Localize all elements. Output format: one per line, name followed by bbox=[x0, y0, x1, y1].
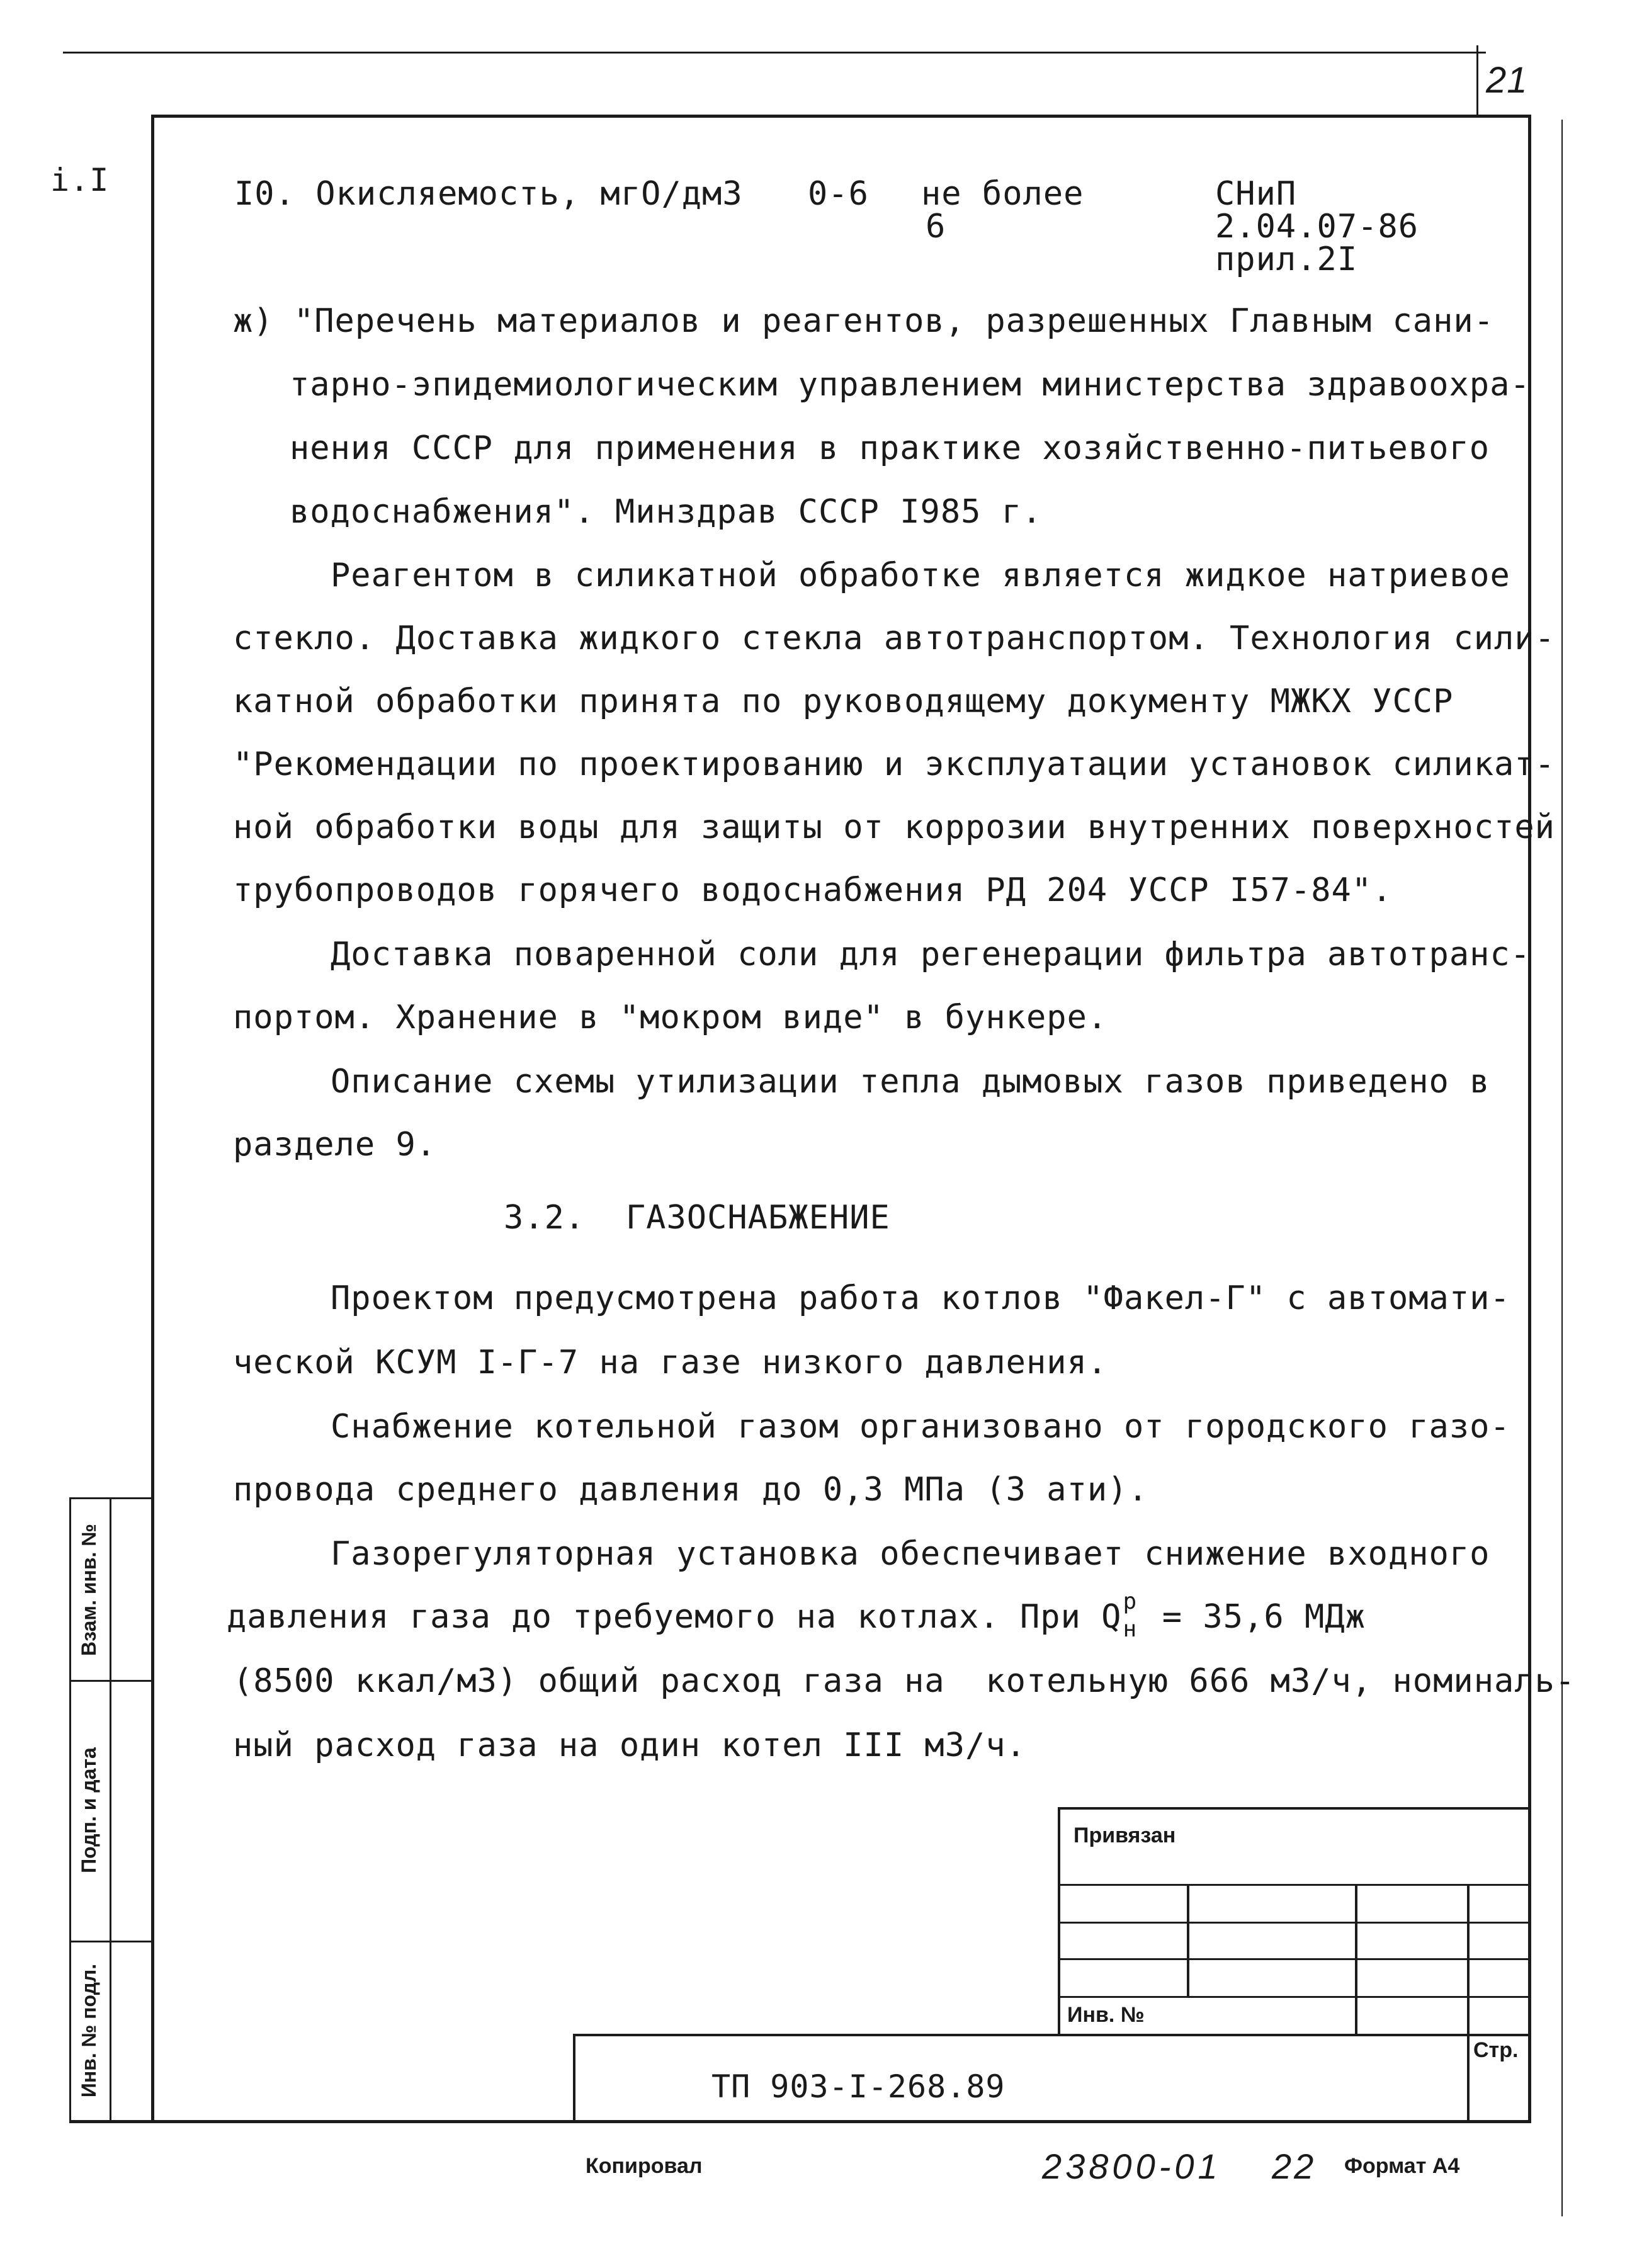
side-stamp-vzam-inv: Взам. инв. № bbox=[77, 1524, 100, 1656]
paragraph-reagent-line-4: "Рекомендации по проектированию и эксплуатации установок силикат- bbox=[233, 746, 1555, 783]
title-block-row-1 bbox=[1058, 1884, 1531, 1886]
sheet-number-box-left bbox=[1476, 45, 1478, 116]
paragraph-reagent-line-3: катной обработки принята по руководящему документу МЖКХ УССР bbox=[233, 683, 1454, 720]
paragraph-salt-line-2: портом. Хранение в "мокром виде" в бункере. bbox=[233, 999, 1108, 1036]
side-stamp-divider-vertical bbox=[110, 1497, 111, 2123]
paragraph-boilers-line-1: Проектом предусмотрена работа котлов "Факел-Г" с автомати- bbox=[331, 1279, 1510, 1317]
regulator-line-2-end: = 35,6 МДж bbox=[1141, 1598, 1366, 1636]
table-row-label: I0. Окисляемость, мгО/дм3 bbox=[234, 175, 743, 213]
title-block-format-label: Формат А4 bbox=[1344, 2154, 1460, 2178]
frame-top bbox=[151, 115, 1531, 118]
q-index-group bbox=[1122, 1589, 1142, 1642]
title-block-col-2 bbox=[1355, 1884, 1357, 2034]
doc-code-box-left bbox=[573, 2034, 575, 2123]
title-block-order-no: 23800-01 bbox=[1042, 2146, 1221, 2186]
paragraph-regulator-line-1: Газорегуляторная установка обеспечивает снижение входного bbox=[331, 1535, 1490, 1573]
table-row-limit-line2: 6 bbox=[926, 208, 946, 246]
title-block-top bbox=[1058, 1807, 1531, 1810]
title-block-page-label: Стр. bbox=[1473, 2038, 1519, 2062]
margin-mark: і.I bbox=[50, 162, 110, 198]
title-block-left bbox=[1058, 1807, 1060, 2034]
paragraph-reagent-line-5: ной обработки воды для защиты от коррозии внутренних поверхностей bbox=[233, 808, 1555, 846]
side-stamp-left bbox=[69, 1497, 71, 2123]
paragraph-boilers-line-2: ческой КСУМ I-Г-7 на газе низкого давления. bbox=[233, 1344, 1108, 1381]
doc-code-box-top bbox=[573, 2034, 1531, 2036]
title-block-col-1 bbox=[1187, 1884, 1189, 1996]
outer-right-edge bbox=[1561, 120, 1563, 2216]
footnote-line-1: ж) "Перечень материалов и реагентов, разрешенных Главным сани- bbox=[233, 302, 1495, 340]
paragraph-supply-line-2: провода среднего давления до 0,3 МПа (3 ати). bbox=[233, 1471, 1148, 1509]
paragraph-heat-line-2: разделе 9. bbox=[233, 1126, 437, 1164]
paragraph-regulator-line-2 bbox=[227, 1589, 1366, 1642]
q-superscript: р bbox=[1123, 1589, 1138, 1614]
title-block-doc-code: ТП 903-I-268.89 bbox=[711, 2068, 1005, 2105]
table-row-ref-line2: 2.04.07-86 bbox=[1215, 208, 1419, 246]
frame-bottom bbox=[151, 2120, 1531, 2123]
table-row-limit-line1: не более bbox=[921, 175, 1084, 213]
footnote-line-2: тарно-эпидемиологическим управлением министерства здравоохра- bbox=[290, 366, 1531, 404]
top-edge-line bbox=[63, 52, 1486, 54]
table-row-range: 0-6 bbox=[808, 175, 869, 213]
paragraph-supply-line-1: Снабжение котельной газом организовано от городского газо- bbox=[331, 1408, 1510, 1446]
q-subscript: н bbox=[1123, 1616, 1138, 1642]
paragraph-reagent-line-1: Реагентом в силикатной обработке является жидкое натриевое bbox=[331, 557, 1510, 594]
side-stamp-podp-data: Подп. и дата bbox=[77, 1747, 100, 1873]
table-row-ref-line3: прил.2I bbox=[1215, 241, 1358, 278]
sheet-number: 21 bbox=[1486, 60, 1528, 101]
paragraph-reagent-line-2: стекло. Доставка жидкого стекла автотранспортом. Технология сили- bbox=[233, 620, 1555, 657]
paragraph-reagent-line-6: трубопроводов горячего водоснабжения РД 204 УССР I57-84". bbox=[233, 871, 1393, 909]
title-block-privyazan: Привязан bbox=[1073, 1823, 1176, 1847]
footnote-line-3: нения СССР для применения в практике хозяйственно-питьевого bbox=[290, 429, 1490, 467]
section-heading: 3.2. ГАЗОСНАБЖЕНИЕ bbox=[504, 1199, 890, 1237]
title-block-row-2 bbox=[1058, 1922, 1531, 1924]
title-block-inv-no: Инв. № bbox=[1067, 2003, 1145, 2027]
title-block-order-page: 22 bbox=[1272, 2146, 1317, 2186]
paragraph-regulator-line-4: ный расход газа на один котел III м3/ч. bbox=[233, 1727, 1026, 1764]
paragraph-heat-line-1: Описание схемы утилизации тепла дымовых газов приведено в bbox=[331, 1063, 1490, 1101]
title-block-row-3 bbox=[1058, 1958, 1531, 1960]
title-block-row-4 bbox=[1058, 1996, 1531, 1998]
regulator-line-2-start: давления газа до требуемого на котлах. При Q bbox=[227, 1598, 1122, 1636]
title-block-copied: Копировал bbox=[586, 2154, 703, 2178]
title-block-col-3 bbox=[1467, 1884, 1470, 2123]
footnote-line-4: водоснабжения". Минздрав СССР I985 г. bbox=[290, 493, 1043, 531]
frame-right bbox=[1528, 115, 1531, 2123]
side-stamp-inv-podl: Инв. № подл. bbox=[77, 1963, 100, 2098]
paragraph-salt-line-1: Доставка поваренной соли для регенерации фильтра автотранс- bbox=[331, 936, 1531, 973]
table-row-ref-line1: СНиП bbox=[1215, 175, 1297, 213]
paragraph-regulator-line-3: (8500 ккал/м3) общий расход газа на котельную 666 м3/ч, номиналь- bbox=[233, 1662, 1576, 1700]
frame-left bbox=[151, 115, 154, 2123]
